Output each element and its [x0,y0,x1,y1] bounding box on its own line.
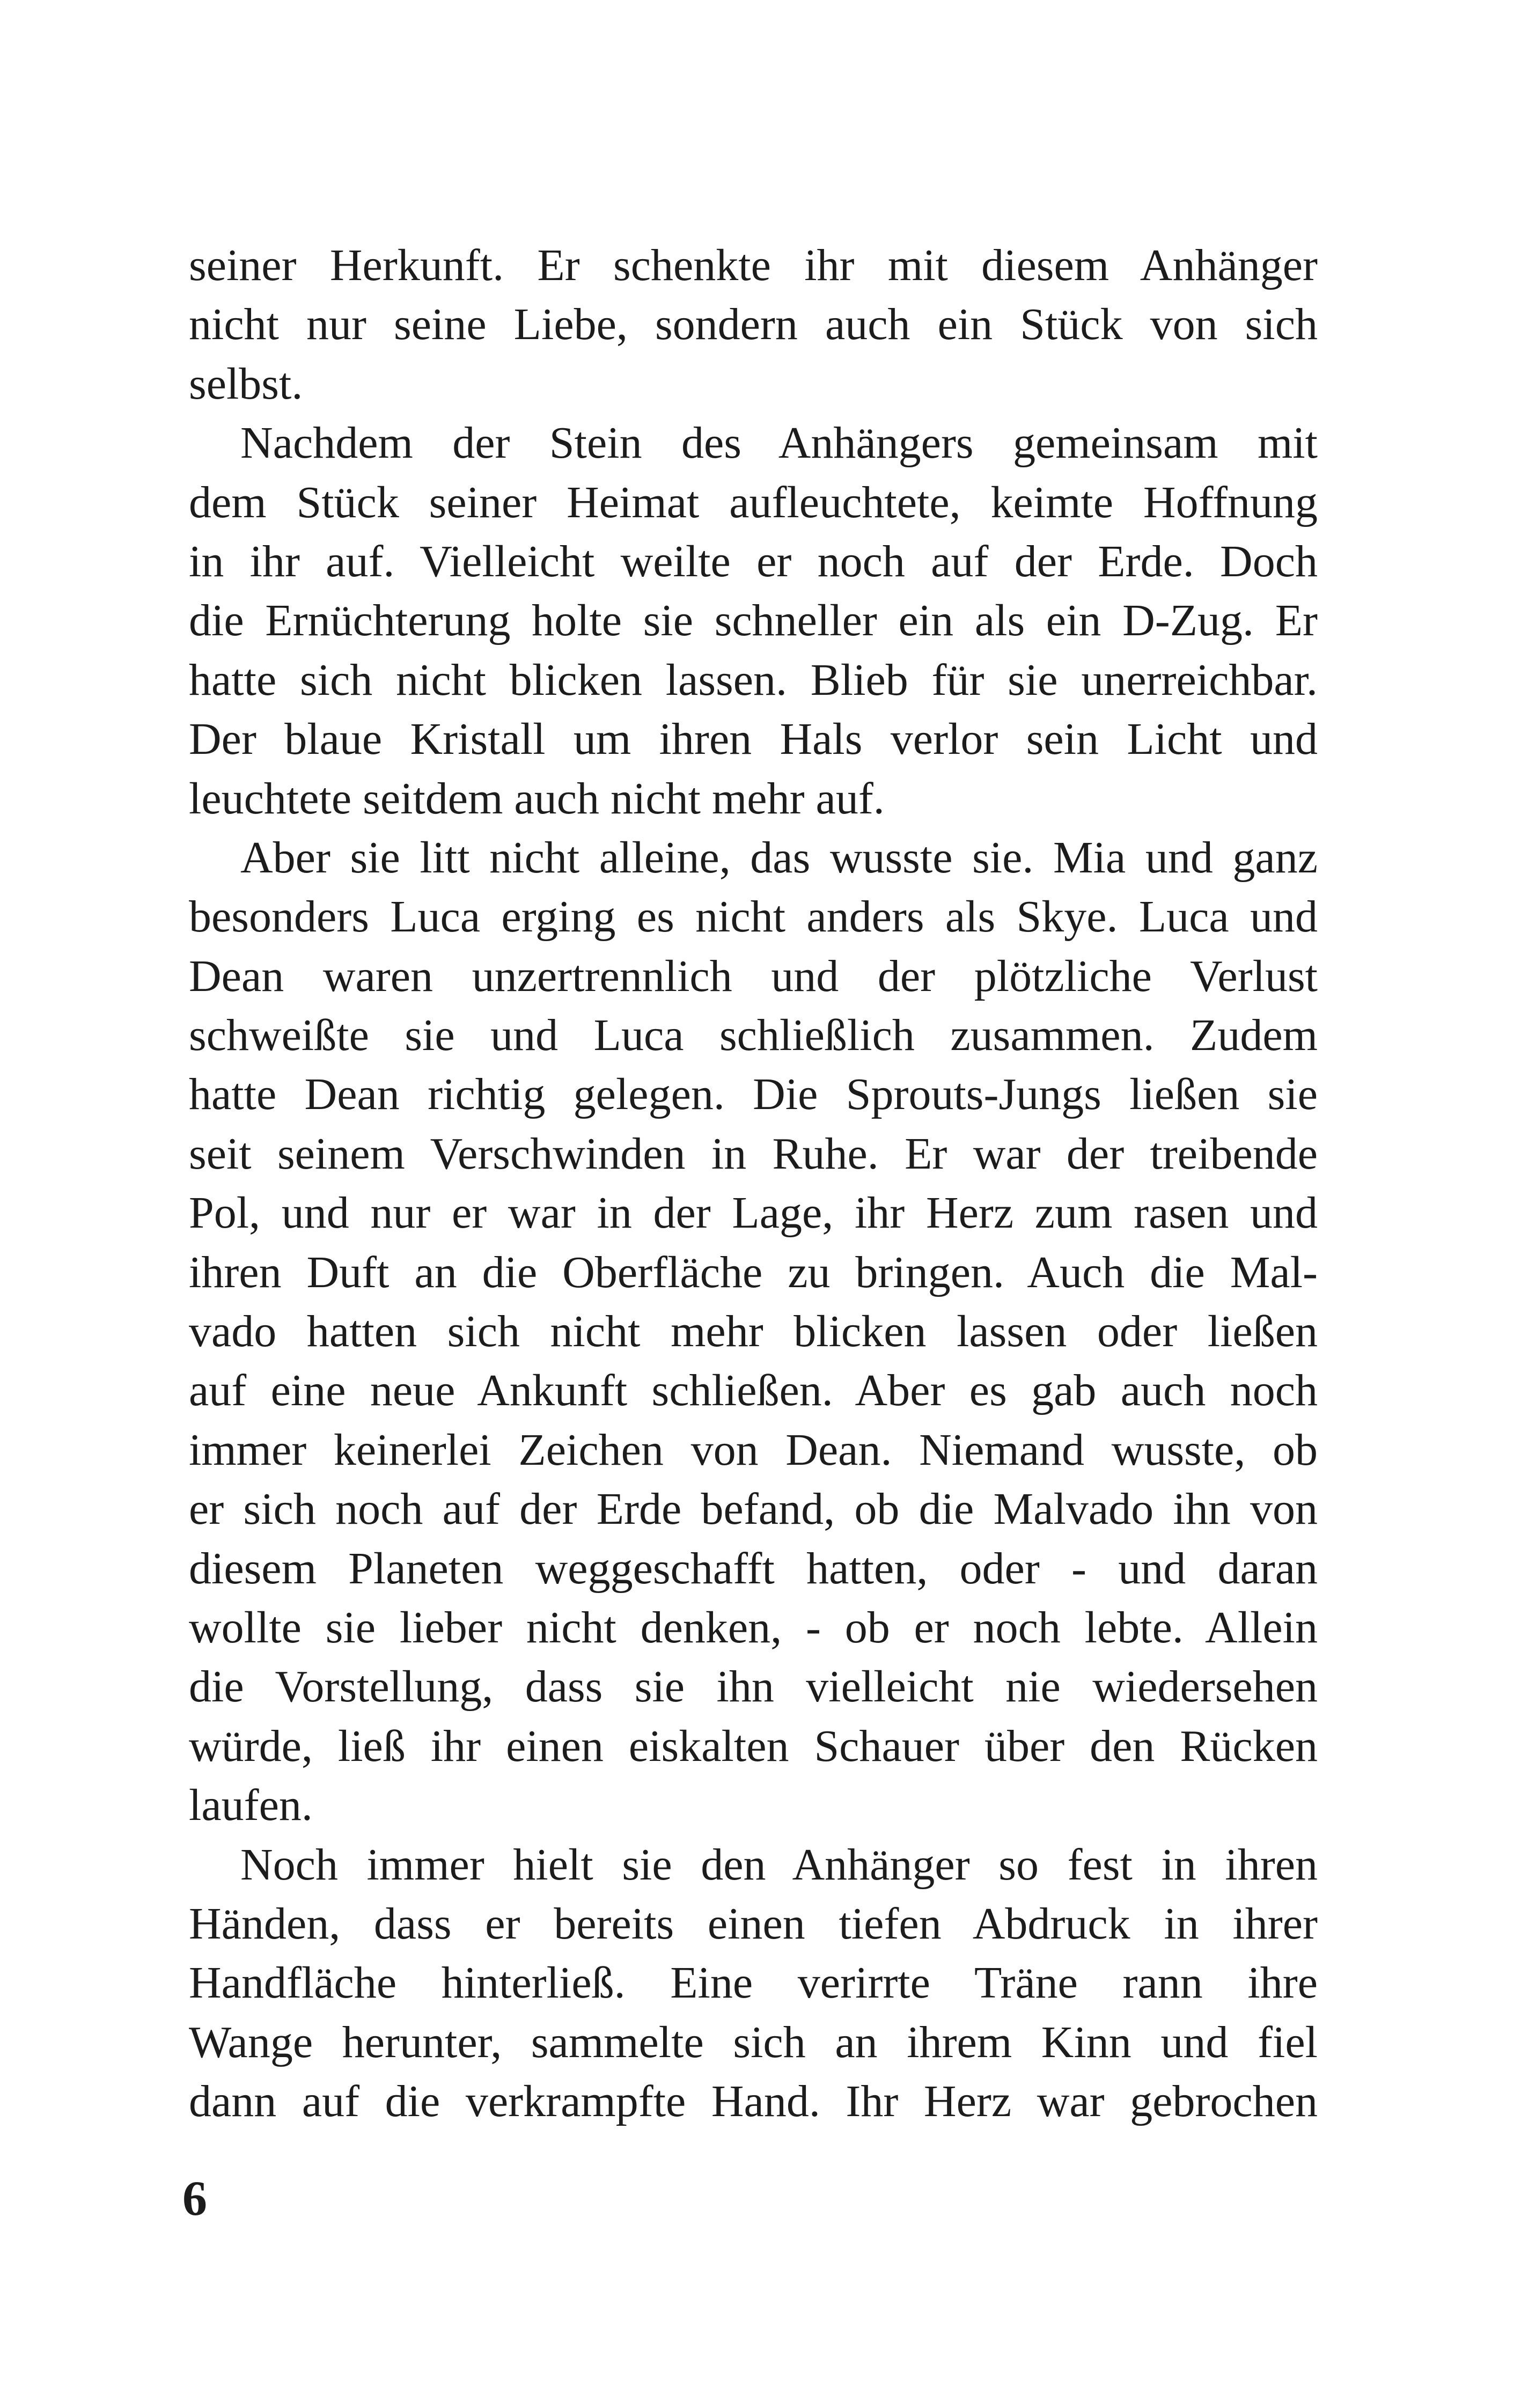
text-line: ihren Duft an die Oberfläche zu bringen. Auch die Mal- [189,1247,1318,1297]
text-line: auf eine neue Ankunft schließen. Aber es gab auch noch [189,1365,1318,1416]
text-line: schweißte sie und Luca schließlich zusammen. Zudem [189,1010,1318,1061]
text-line: er sich noch auf der Erde befand, ob die Malvado ihn von [189,1484,1318,1535]
text-line: besonders Luca erging es nicht anders als Skye. Luca und [189,892,1318,942]
text-line: dem Stück seiner Heimat aufleuchtete, keimte Hoffnung [189,477,1318,527]
text-line: die Ernüchterung holte sie schneller ein als ein D-Zug. Er [189,596,1318,646]
text-line: Händen, dass er bereits einen tiefen Abdruck in ihrer [189,1898,1318,1949]
text-line: laufen. [189,1780,313,1831]
text-line: in ihr auf. Vielleicht weilte er noch auf der Erde. Doch [189,536,1318,586]
text-line: Wange herunter, sammelte sich an ihrem Kinn und fiel [189,2017,1318,2067]
paragraph [189,1836,1318,2132]
text-line: dann auf die verkrampfte Hand. Ihr Herz war gebrochen [189,2076,1318,2127]
page-number: 6 [182,2171,207,2226]
body-text [189,236,1318,2132]
paragraph [189,414,1318,828]
text-line: nicht nur seine Liebe, sondern auch ein Stück von sich [189,299,1318,350]
paragraph [189,236,1318,414]
text-line: hatte sich nicht blicken lassen. Blieb für sie unerreichbar. [189,655,1318,705]
text-line: selbst. [189,358,303,409]
text-line: Noch immer hielt sie den Anhänger so fest in ihren [240,1839,1318,1890]
paragraph [189,828,1318,1836]
text-line: vado hatten sich nicht mehr blicken lassen oder ließen [189,1306,1318,1357]
text-line: Dean waren unzertrennlich und der plötzliche Verlust [189,951,1318,1001]
text-line: diesem Planeten weggeschafft hatten, oder - und daran [189,1543,1318,1594]
text-line: immer keinerlei Zeichen von Dean. Niemand wusste, ob [189,1425,1318,1475]
text-line: Aber sie litt nicht alleine, das wusste sie. Mia und ganz [240,832,1318,883]
text-line: würde, ließ ihr einen eiskalten Schauer über den Rücken [189,1721,1318,1771]
text-line: die Vorstellung, dass sie ihn vielleicht nie wiedersehen [189,1662,1318,1712]
text-line: Der blaue Kristall um ihren Hals verlor sein Licht und [189,714,1318,765]
text-line: Handfläche hinterließ. Eine verirrte Träne rann ihre [189,1958,1318,2008]
text-line: leuchtete seitdem auch nicht mehr auf. [189,773,885,824]
text-line: seit seinem Verschwinden in Ruhe. Er war der treibende [189,1128,1318,1179]
text-line: Pol, und nur er war in der Lage, ihr Herz zum rasen und [189,1188,1318,1238]
text-line: Nachdem der Stein des Anhängers gemeinsam mit [240,418,1318,468]
text-line: hatte Dean richtig gelegen. Die Sprouts-Jungs ließen sie [189,1069,1318,1120]
text-line: seiner Herkunft. Er schenkte ihr mit diesem Anhänger [189,240,1318,290]
text-line: wollte sie lieber nicht denken, - ob er noch lebte. Allein [189,1602,1318,1653]
